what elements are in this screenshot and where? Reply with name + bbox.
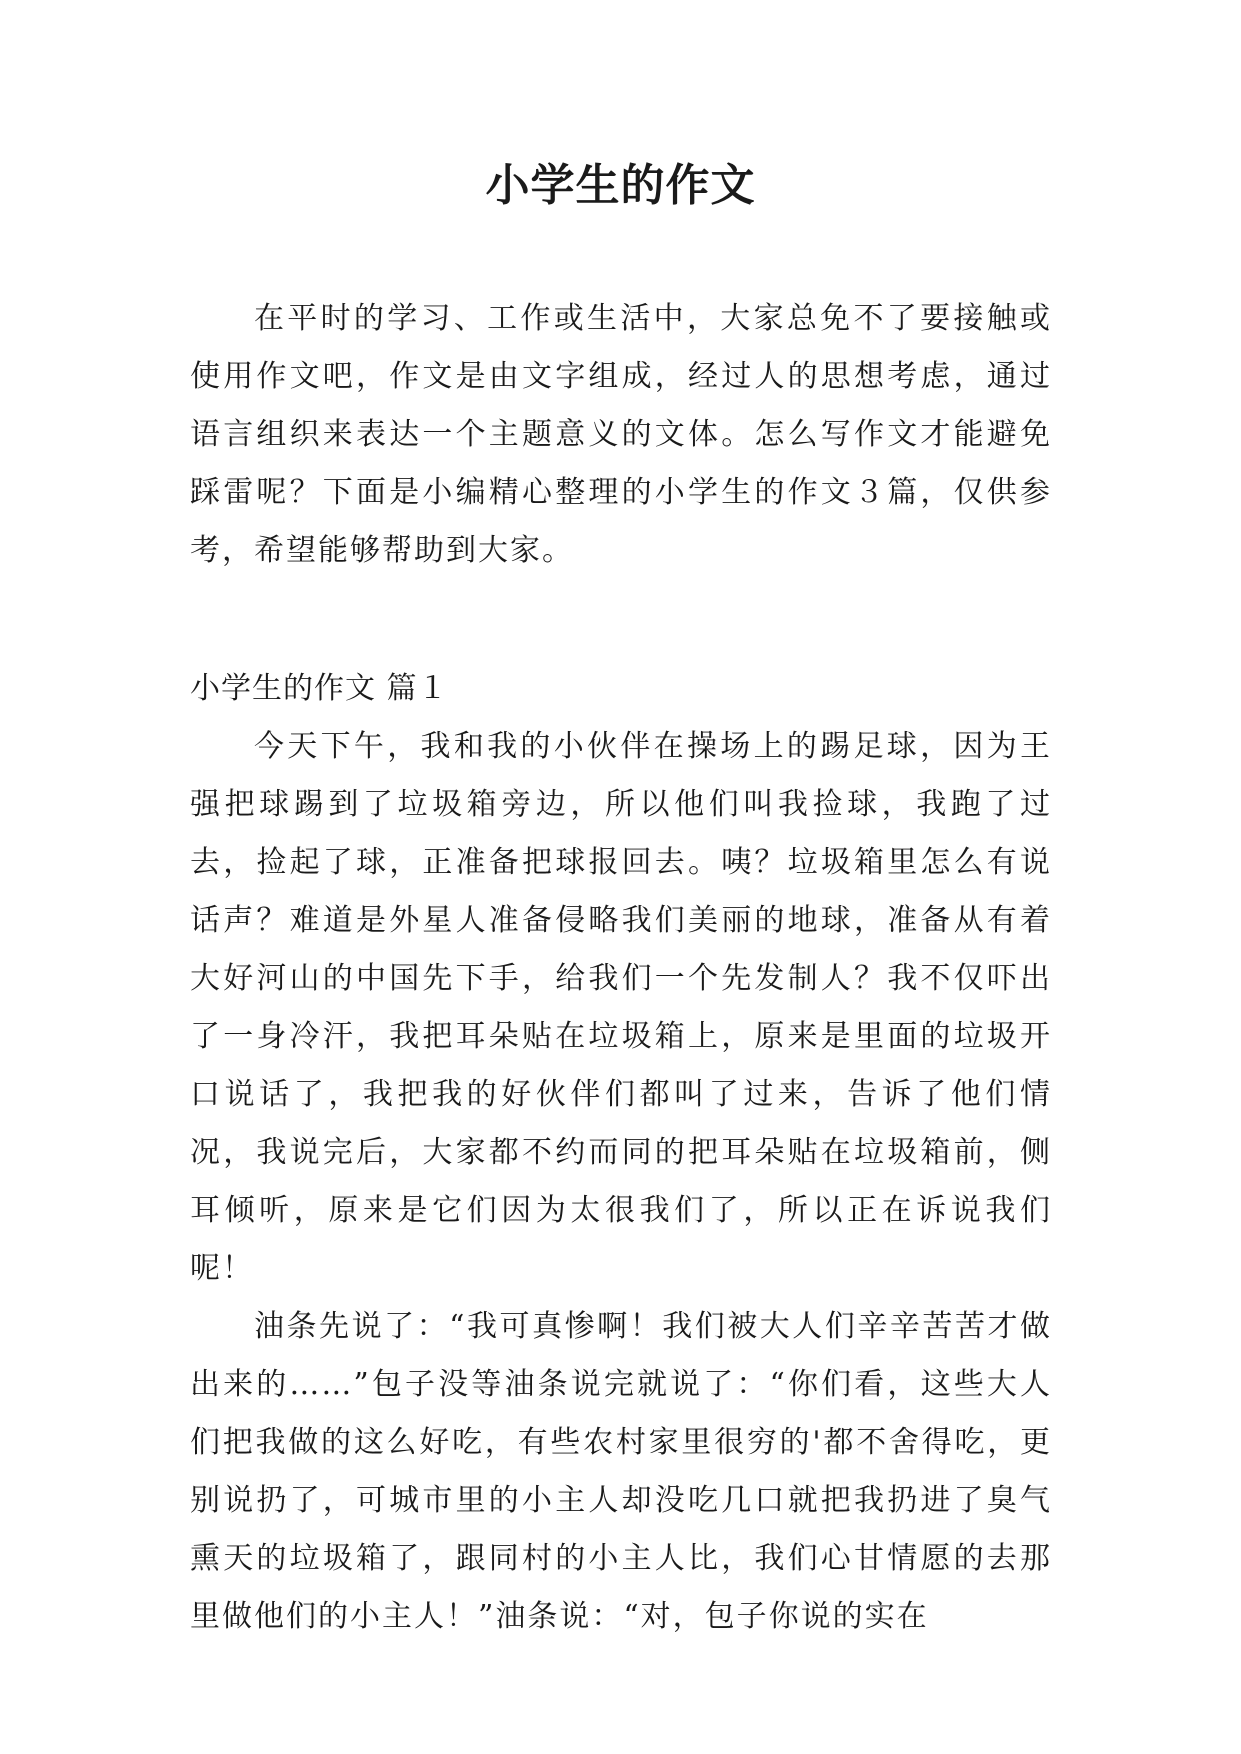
document-body (190, 290, 1052, 1646)
section-heading: 小学生的作文 篇１ (190, 671, 449, 706)
section-spacer (190, 580, 1052, 660)
body-paragraph: 油条先说了：“我可真惨啊！我们被大人们辛辛苦苦才做出来的……”包子没等油条说完就说了：“你们看，这些大人们把我做的这么好吃，有些农村家里很穷的'都不舍得吃，更别说扔了，可城市里的小主人却没吃几口就把我扔进了臭气熏天的垃圾箱了，跟同村的小主人比，我们心甘情愿的去那里做他们的小主人！”油条说：“对，包子你说的实在 (190, 1309, 1052, 1634)
intro-paragraph: 在平时的学习、工作或生活中，大家总免不了要接触或使用作文吧，作文是由文字组成，经过人的思想考虑，通过语言组织来表达一个主题意义的文体。怎么写作文才能避免踩雷呢？下面是小编精心整理的小学生的作文３篇，仅供参考，希望能够帮助到大家。 (190, 301, 1052, 568)
document-title: 小学生的作文 (485, 160, 756, 211)
body-paragraph: 今天下午，我和我的小伙伴在操场上的踢足球，因为王强把球踢到了垃圾箱旁边，所以他们叫我捡球，我跑了过去，捡起了球，正准备把球报回去。咦？垃圾箱里怎么有说话声？难道是外星人准备侵略我们美丽的地球，准备从有着大好河山的中国先下手，给我们一个先发制人？我不仅吓出了一身冷汗，我把耳朵贴在垃圾箱上，原来是里面的垃圾开口说话了，我把我的好伙伴们都叫了过来，告诉了他们情况，我说完后，大家都不约而同的把耳朵贴在垃圾箱前，侧耳倾听，原来是它们因为太很我们了，所以正在诉说我们呢！ (190, 729, 1052, 1286)
section-1 (190, 660, 1052, 1646)
